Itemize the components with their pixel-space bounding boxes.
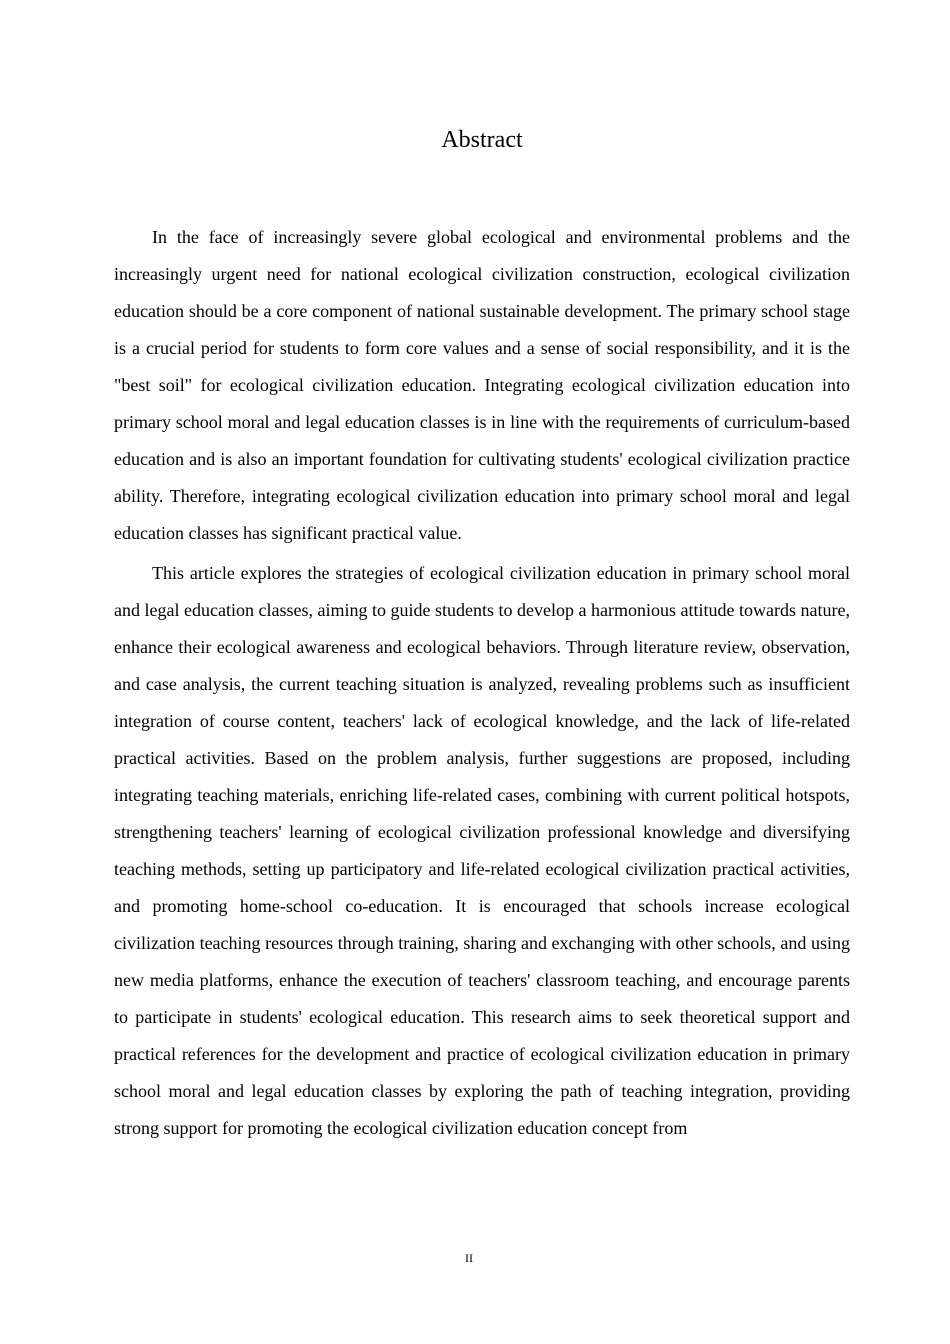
- abstract-paragraph-2: This article explores the strategies of ecological civilization education in primary school moral and legal education classes, aiming to guide students to develop a harmonious attitude towards nature, enhance their ecological awareness and ecological behaviors. Through literature review, observation, and case analysis, the current teaching situation is analyzed, revealing problems such as insufficient integration of course content, teachers' lack of ecological knowledge, and the lack of life-related practical activities. Based on the problem analysis, further suggestions are proposed, including integrating teaching materials, enriching life-related cases, combining with current political hotspots, strengthening teachers' learning of ecological civilization professional knowledge and diversifying teaching methods, setting up participatory and life-related ecological civilization practical activities, and promoting home-school co-education. It is encouraged that schools increase ecological civilization teaching resources through training, sharing and exchanging with other schools, and using new media platforms, enhance the execution of teachers' classroom teaching, and encourage parents to participate in students' ecological education. This research aims to seek theoretical support and practical references for the development and practice of ecological civilization education in primary school moral and legal education classes by exploring the path of teaching integration, providing strong support for promoting the ecological civilization education concept from: [114, 563, 850, 1138]
- abstract-title: Abstract: [441, 127, 523, 153]
- abstract-paragraph-1: In the face of increasingly severe global ecological and environmental problems and the increasingly urgent need for national ecological civilization construction, ecological civilization education should be a core component of national sustainable development. The primary school stage is a crucial period for students to form core values and a sense of social responsibility, and it is the "best soil" for ecological civilization education. Integrating ecological civilization education into primary school moral and legal education classes is in line with the requirements of curriculum-based education and is also an important foundation for cultivating students' ecological civilization practice ability. Therefore, integrating ecological civilization education into primary school moral and legal education classes has significant practical value.: [114, 227, 850, 543]
- page-number: II: [465, 1251, 473, 1265]
- abstract-body: [114, 219, 850, 1147]
